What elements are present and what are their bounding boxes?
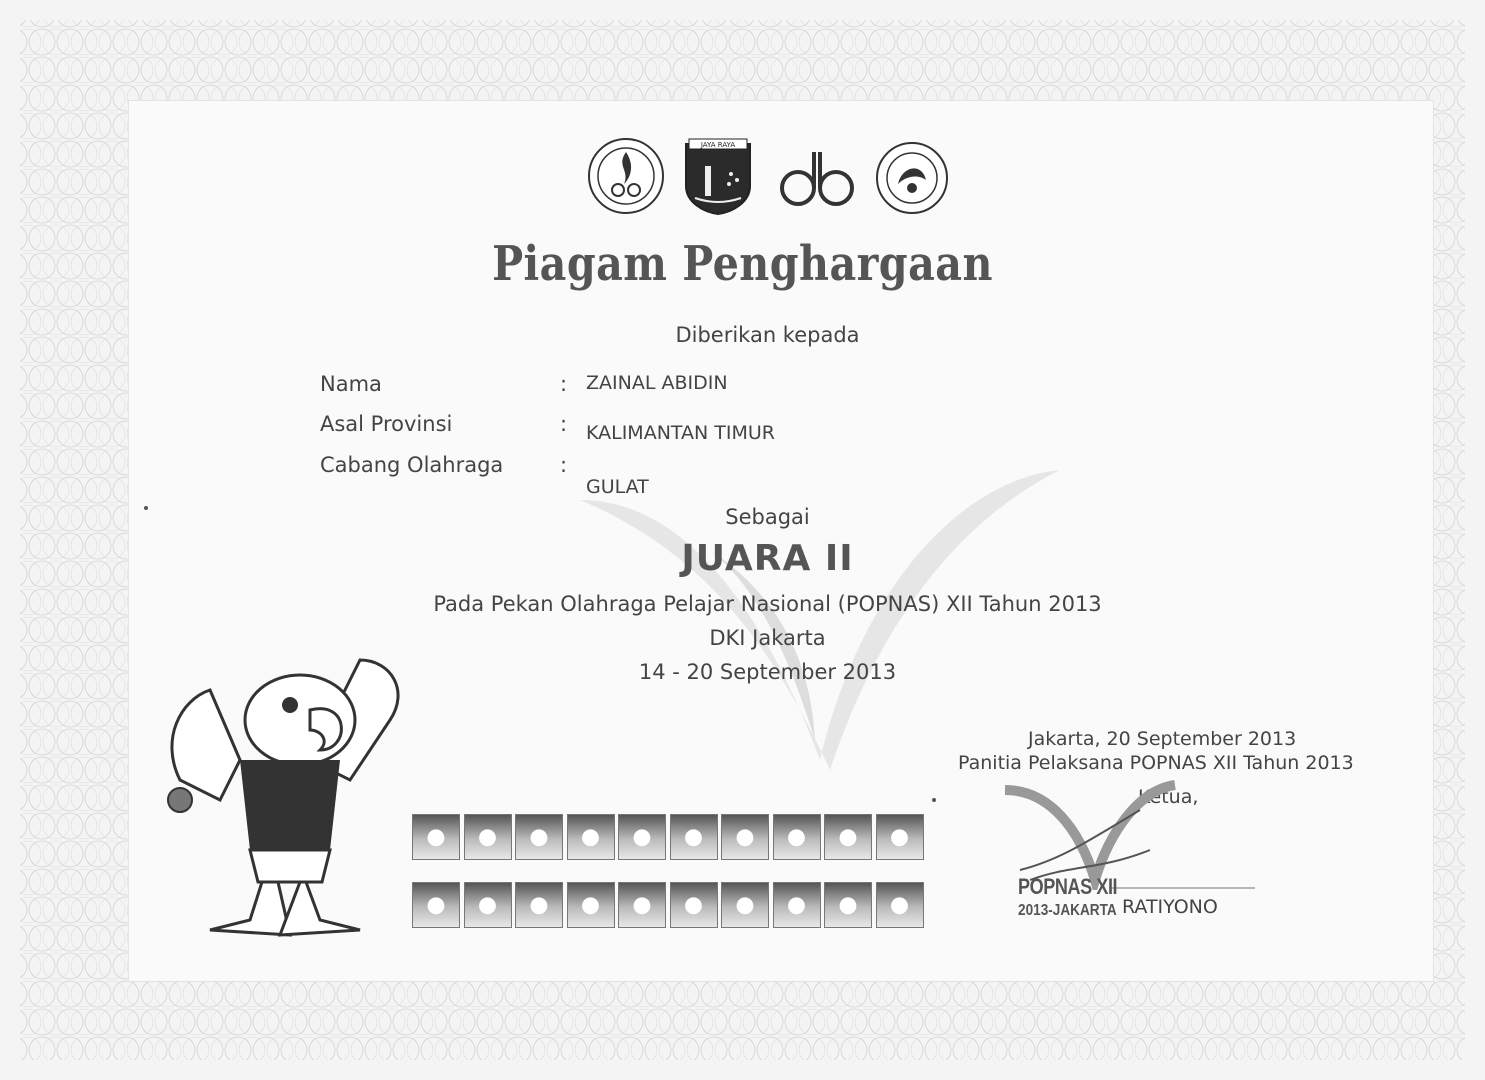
place-date: Jakarta, 20 September 2013 [1028, 728, 1297, 750]
sport-figure: ● [683, 824, 704, 850]
db-logo-icon [776, 148, 856, 212]
rank-title: JUARA II [681, 538, 854, 579]
sport-colon: : [560, 453, 568, 477]
gymnastics-icon [670, 814, 718, 860]
jaya-raya-crest-icon [683, 136, 753, 216]
scan-speck [932, 798, 936, 802]
certificate-title: Piagam Penghargaan [492, 236, 993, 292]
given-to-label: Diberikan kepada [675, 323, 860, 347]
stamp-text-1: POPNAS XII [1018, 874, 1118, 899]
eagle-mascot-icon [150, 650, 430, 940]
as-label: Sebagai [725, 505, 810, 529]
sport-figure: ● [529, 824, 549, 850]
diving-icon [412, 882, 460, 928]
athletics-icon [515, 814, 563, 860]
volleyball-icon [773, 882, 821, 928]
dates-line: 14 - 20 September 2013 [638, 660, 897, 684]
sport-figure: ● [838, 824, 858, 850]
sport-figure: ● [477, 892, 498, 918]
name-colon: : [560, 372, 568, 396]
sport-figure: ● [632, 824, 652, 850]
sport-figure: ● [580, 824, 601, 850]
pencak-silat-icon [464, 882, 512, 928]
karate-icon [721, 814, 769, 860]
sport-value: GULAT [586, 476, 649, 498]
sport-figure: ● [838, 892, 858, 918]
sepak-takraw-icon [567, 882, 615, 928]
taekwondo-icon [618, 882, 666, 928]
bapopsi-logo-icon [872, 140, 952, 216]
committee-line: Panitia Pelaksana POPNAS XII Tahun 2013 [958, 752, 1354, 774]
sport-figure: ● [632, 892, 652, 918]
sport-figure: ● [477, 824, 498, 850]
sport-figure: ● [889, 824, 910, 850]
sport-figure: ● [580, 892, 601, 918]
city-line: DKI Jakarta [709, 626, 826, 650]
stamp-text-2: 2013-JAKARTA [1018, 902, 1117, 919]
sport-figure: ● [529, 892, 549, 918]
kemenpora-logo-icon [586, 136, 666, 216]
name-value: ZAINAL ABIDIN [586, 372, 728, 394]
sport-figure: ● [735, 824, 755, 850]
sport-figure: ● [786, 892, 807, 918]
rowing-icon [618, 814, 666, 860]
chair-name: RATIYONO [1122, 896, 1218, 918]
badminton-icon [567, 814, 615, 860]
province-value: KALIMANTAN TIMUR [586, 422, 776, 444]
basketball-icon [824, 882, 872, 928]
table-tennis-icon [876, 882, 924, 928]
role-label: Ketua, [1138, 786, 1199, 808]
weightlifting-icon [412, 814, 460, 860]
archery-icon [824, 814, 872, 860]
swimming-icon [464, 814, 512, 860]
boxing-icon [773, 814, 821, 860]
sport-figure: ● [683, 892, 704, 918]
sport-figure: ● [889, 892, 910, 918]
province-colon: : [560, 412, 568, 436]
sport-figure: ● [426, 824, 446, 850]
wrestling-icon [876, 814, 924, 860]
sport-figure: ● [426, 892, 446, 918]
name-label: Nama [320, 372, 382, 396]
sport-figure: ● [786, 824, 807, 850]
crest-text: JAYA RAYA [700, 141, 736, 149]
sport-label: Cabang Olahraga [320, 453, 504, 477]
province-label: Asal Provinsi [320, 412, 453, 436]
event-line: Pada Pekan Olahraga Pelajar Nasional (POPNAS) XII Tahun 2013 [433, 592, 1102, 616]
football-icon [515, 882, 563, 928]
judo-icon [670, 882, 718, 928]
sport-figure: ● [735, 892, 755, 918]
scan-speck [144, 506, 148, 510]
wushu-icon [721, 882, 769, 928]
